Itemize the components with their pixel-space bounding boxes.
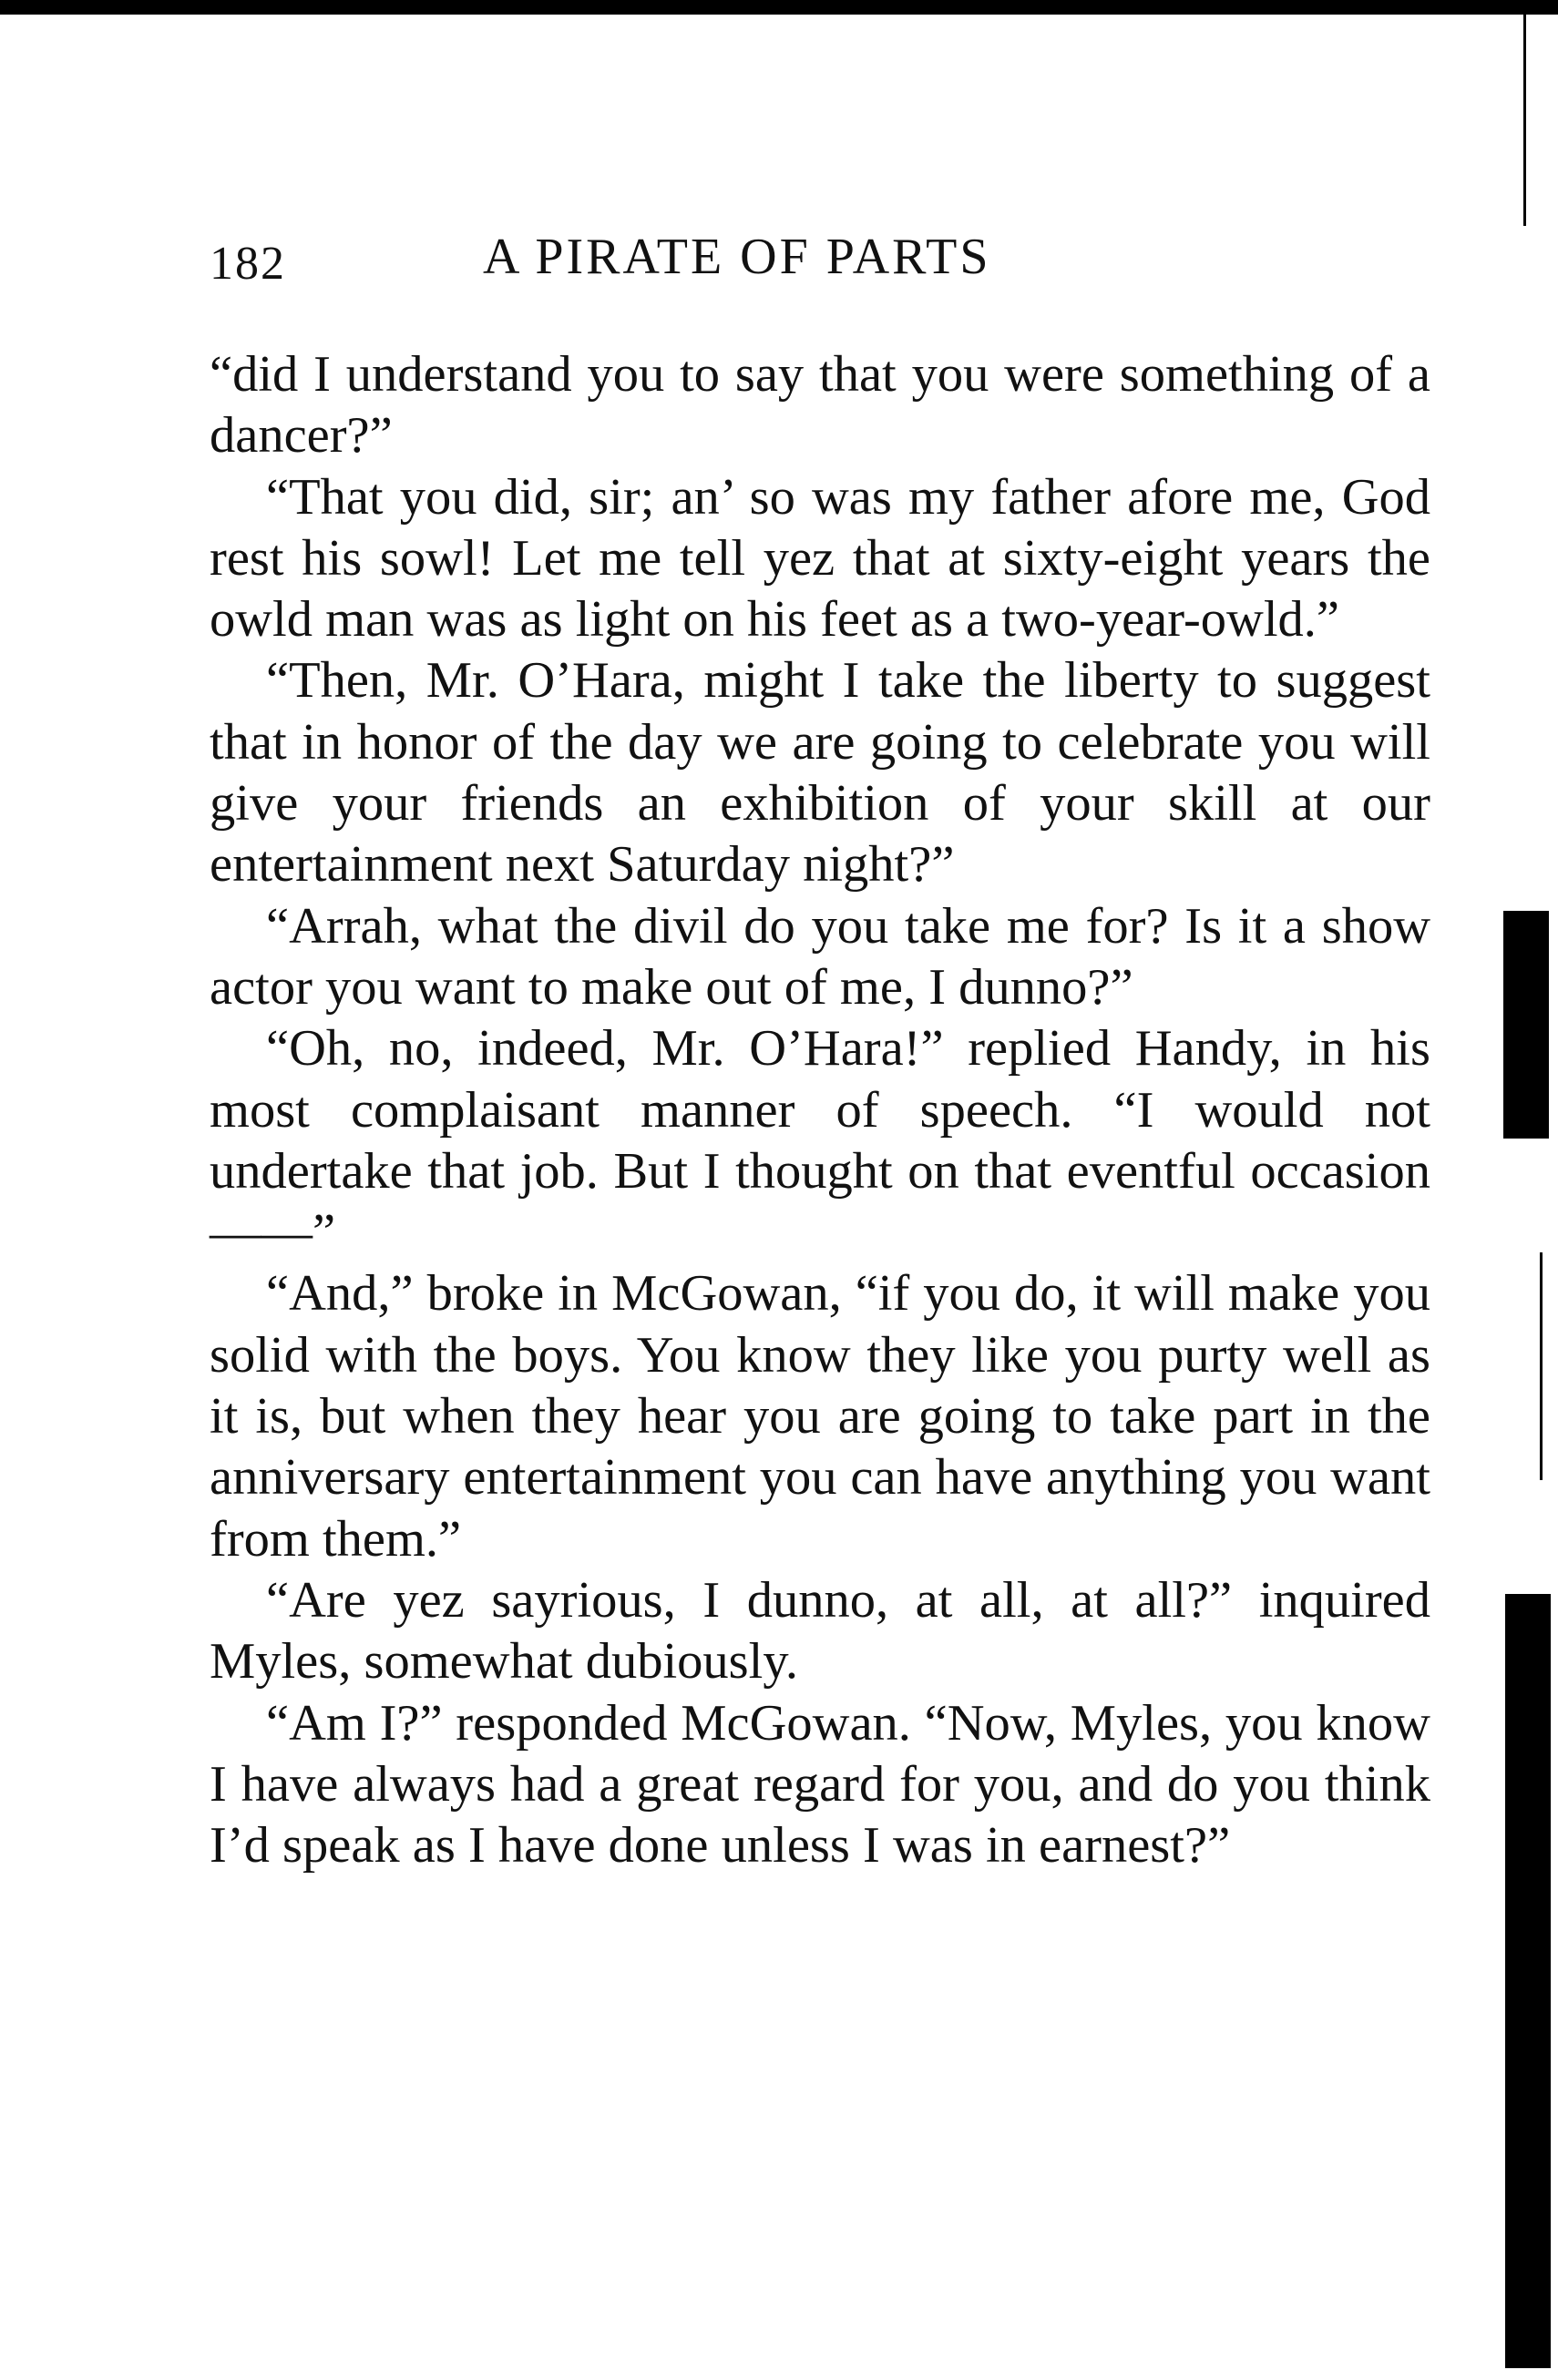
paragraph: “And,” broke in McGowan, “if you do, it will make you solid with the boys. You know they like you purty well as it is, but when they hear you are going to take part in the anniversary entertainment you can have anything you want from them.”: [210, 1265, 1430, 1568]
paragraph: “Oh, no, indeed, Mr. O’Hara!” replied Handy, in his most complaisant manner of speech. “I would not undertake that job. But I thought on that eventful occasion——”: [210, 1020, 1430, 1262]
scan-edge-mark: [1503, 911, 1549, 1139]
page-number: 182: [210, 238, 286, 290]
paragraph: “Am I?” responded McGowan. “Now, Myles, you know I have always had a great regard for you, and do you think I’d speak as I have done unless I was in earnest?”: [210, 1694, 1430, 1874]
paragraph: “Are yez sayrious, I dunno, at all, at all?” inquired Myles, somewhat dubiously.: [210, 1571, 1430, 1691]
page-edge-line-lower: [1540, 1252, 1543, 1480]
running-head: [210, 228, 1430, 301]
paragraph: “That you did, sir; an’ so was my father afore me, God rest his sowl! Let me tell yez that at sixty-eight years the owld man was as light on his feet as a two-year-owld.”: [210, 468, 1430, 649]
page-top-border: [0, 0, 1558, 15]
paragraph: “Then, Mr. O’Hara, might I take the liberty to suggest that in honor of the day we are going to celebrate you will give your friends an exhibition of your skill at our entertainment next Saturday night?”: [210, 652, 1430, 894]
page-edge-line: [1523, 15, 1526, 226]
scan-edge-mark-lower: [1505, 1594, 1551, 2368]
body-text: [210, 344, 1430, 1876]
paragraph: “did I understand you to say that you were something of a dancer?”: [210, 346, 1430, 465]
paragraph: “Arrah, what the divil do you take me for? Is it a show actor you want to make out of me, I dunno?”: [210, 897, 1430, 1016]
book-title: A PIRATE OF PARTS: [483, 229, 991, 285]
